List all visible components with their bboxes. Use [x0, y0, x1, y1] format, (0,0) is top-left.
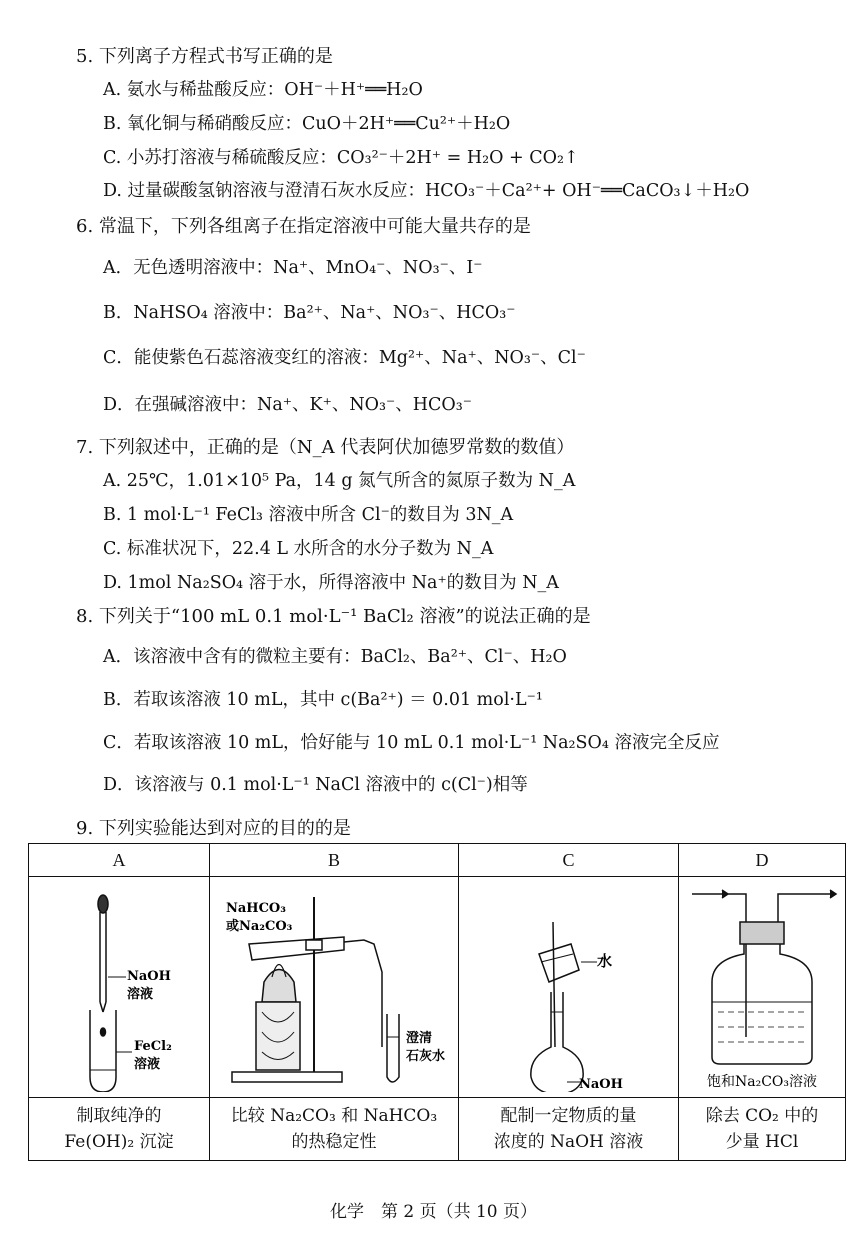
label-naoh-flask: NaOH	[578, 1077, 623, 1092]
test-tube-icon	[90, 1010, 116, 1092]
stand-base-icon	[232, 1072, 342, 1082]
dropper-testtube-diagram	[34, 882, 204, 1092]
header-a: A	[29, 844, 210, 877]
q5-option-c: C. 小苏打溶液与稀硫酸反应：CO₃²⁻＋2H⁺ = H₂O + CO₂↑	[103, 148, 579, 168]
label-naoh: NaOH	[127, 969, 171, 984]
q9-stem: 9. 下列实验能达到对应的目的的是	[76, 818, 351, 839]
q7-stem: 7. 下列叙述中，正确的是（N_A 代表阿伏加德罗常数的数值）	[76, 437, 575, 458]
header-c: C	[459, 844, 679, 877]
q6-option-c: C．能使紫色石蕊溶液变红的溶液：Mg²⁺、Na⁺、NO₃⁻、Cl⁻	[103, 348, 586, 368]
q6-option-a: A．无色透明溶液中：Na⁺、MnO₄⁻、NO₃⁻、I⁻	[103, 258, 483, 278]
caption-c: 配制一定物质的量 浓度的 NaOH 溶液	[459, 1098, 679, 1161]
q6-stem: 6. 常温下，下列各组离子在指定溶液中可能大量共存的是	[76, 216, 531, 237]
label-naoh-solution: 溶液	[127, 987, 154, 1002]
q7-option-d: D. 1mol Na₂SO₄ 溶于水，所得溶液中 Na⁺的数目为 N_A	[103, 573, 559, 593]
apparatus-d	[679, 877, 846, 1098]
label-lime-water: 石灰水	[406, 1049, 446, 1064]
q5-stem: 5. 下列离子方程式书写正确的是	[76, 46, 333, 67]
q7-option-b: B. 1 mol·L⁻¹ FeCl₃ 溶液中所含 Cl⁻的数目为 3N_A	[103, 505, 514, 525]
caption-d: 除去 CO₂ 中的 少量 HCl	[679, 1098, 846, 1161]
q8-option-d: D．该溶液与 0.1 mol·L⁻¹ NaCl 溶液中的 c(Cl⁻)相等	[103, 775, 528, 795]
gas-washing-bottle-diagram	[682, 882, 842, 1092]
bottle-icon	[712, 944, 812, 1064]
flask-icon	[530, 992, 582, 1092]
q8-option-c: C．若取该溶液 10 mL，恰好能与 10 mL 0.1 mol·L⁻¹ Na₂SO₄ 溶液完全反应	[103, 733, 720, 753]
apparatus-b	[210, 877, 459, 1098]
page-footer: 化学 第 2 页（共 10 页）	[329, 1202, 538, 1222]
q8-stem: 8. 下列关于“100 mL 0.1 mol·L⁻¹ BaCl₂ 溶液”的说法正确的是	[76, 606, 591, 627]
label-fecl2-solution: 溶液	[134, 1057, 161, 1072]
inlet-tube-icon	[726, 894, 746, 1037]
volumetric-flask-diagram	[469, 882, 669, 1092]
stopper-icon	[740, 922, 784, 944]
header-d: D	[679, 844, 846, 877]
q7-option-a: A. 25℃，1.01×10⁵ Pa，14 g 氮气所含的氮原子数为 N_A	[103, 471, 576, 491]
q5-option-d: D. 过量碳酸氢钠溶液与澄清石灰水反应：HCO₃⁻＋Ca²⁺+ OH⁻══CaCO₃↓＋H₂O	[103, 181, 750, 201]
apparatus-c	[459, 877, 679, 1098]
beaker-icon	[539, 944, 579, 982]
q8-option-a: A．该溶液中含有的微粒主要有：BaCl₂、Ba²⁺、Cl⁻、H₂O	[103, 647, 567, 667]
label-na2co3: 或Na₂CO₃	[226, 919, 293, 934]
glass-rod-icon	[553, 922, 555, 1047]
apparatus-a	[29, 877, 210, 1098]
dropper-bulb-icon	[98, 895, 108, 913]
q5-option-b: B. 氧化铜与稀硝酸反应：CuO＋2H⁺══Cu²⁺＋H₂O	[103, 114, 511, 134]
lime-water-tube-icon	[387, 1014, 399, 1082]
caption-a: 制取纯净的 Fe(OH)₂ 沉淀	[29, 1098, 210, 1161]
q6-option-d: D．在强碱溶液中：Na⁺、K⁺、NO₃⁻、HCO₃⁻	[103, 395, 472, 415]
label-clear: 澄清	[406, 1031, 433, 1046]
q7-option-c: C. 标准状况下，22.4 L 水所含的水分子数为 N_A	[103, 539, 494, 559]
label-nahco3: NaHCO₃	[226, 901, 286, 916]
q5-option-a: A. 氨水与稀盐酸反应：OH⁻＋H⁺══H₂O	[103, 80, 423, 100]
label-saturated-solution: 饱和Na₂CO₃溶液	[706, 1074, 818, 1090]
header-b: B	[210, 844, 459, 877]
q8-option-b: B．若取该溶液 10 mL，其中 c(Ba²⁺) ＝ 0.01 mol·L⁻¹	[103, 690, 543, 710]
heating-tube-icon	[249, 937, 344, 960]
caption-b: 比较 Na₂CO₃ 和 NaHCO₃ 的热稳定性	[210, 1098, 459, 1161]
label-fecl2: FeCl₂	[134, 1039, 172, 1054]
outlet-tube-icon	[778, 894, 800, 922]
q6-option-b: B．NaHSO₄ 溶液中：Ba²⁺、Na⁺、NO₃⁻、HCO₃⁻	[103, 303, 516, 323]
alcohol-lamp-icon	[262, 970, 296, 1003]
experiment-table	[28, 843, 846, 1161]
label-water: 水	[596, 952, 612, 970]
heating-apparatus-diagram	[214, 882, 454, 1092]
